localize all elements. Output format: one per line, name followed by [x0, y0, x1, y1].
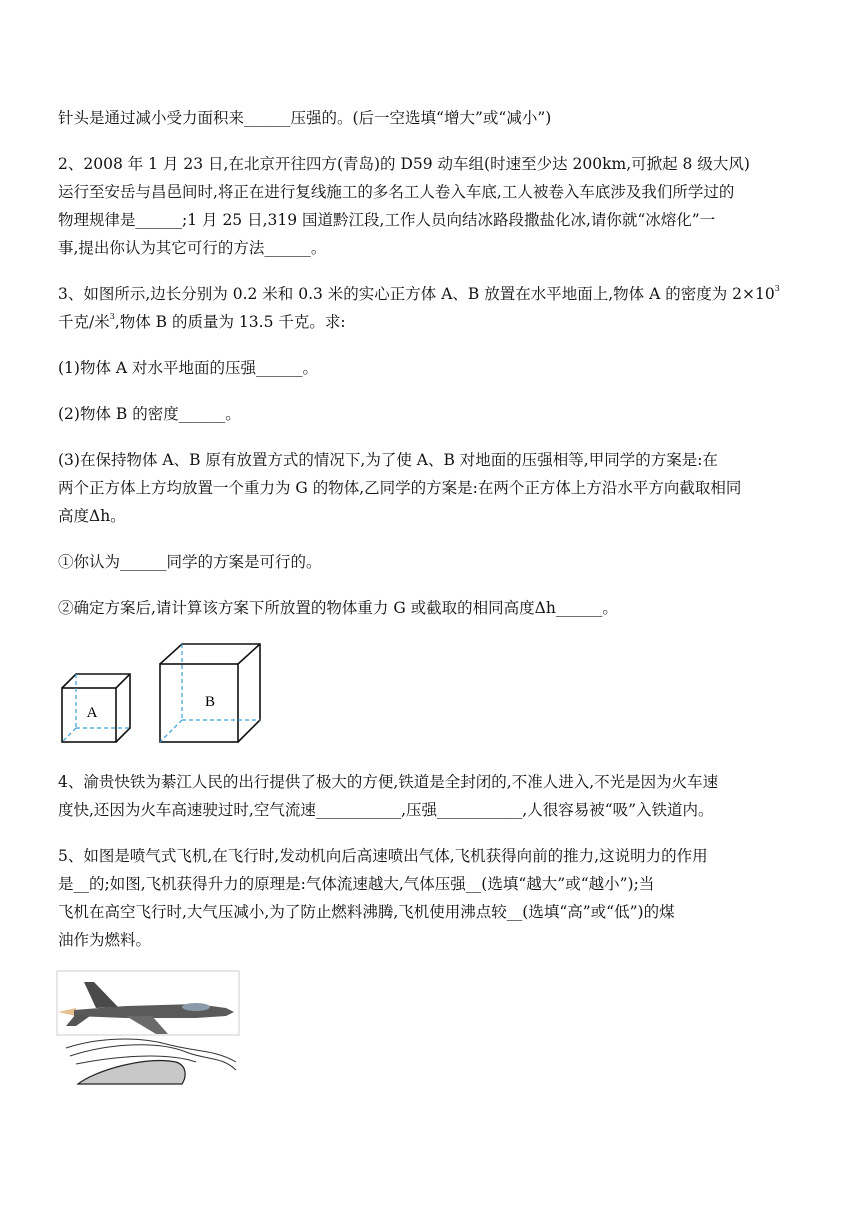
cube-a-label: A — [86, 705, 98, 721]
q1-line-1: 针头是通过减小受力面积来______压强的。(后一空选填“增大”或“减小”) — [58, 109, 552, 127]
q3-sub-3-line-3: 高度Δh。 — [58, 507, 126, 525]
q5-line-3: 飞机在高空飞行时,大气压减小,为了防止燃料沸腾,飞机使用沸点较__(选填“高”或“低”)的煤 — [58, 903, 675, 921]
q3-sub-3-line-2: 两个正方体上方均放置一个重力为 G 的物体,乙同学的方案是:在两个正方体上方沿水平方向截取相同 — [58, 479, 742, 497]
q4-line-1: 4、渝贵快铁为綦江人民的出行提供了极大的方便,铁道是全封闭的,不准人进入,不光是因为火车速 — [58, 773, 719, 791]
q4-line-2: 度快,还因为火车高速驶过时,空气流速___________,压强___________,人很容易被“吸”入铁道内。 — [58, 801, 714, 819]
jet-plane-icon — [58, 982, 234, 1034]
q3-circle-1: ①你认为______同学的方案是可行的。 — [58, 553, 322, 571]
q5-line-1: 5、如图是喷气式飞机,在飞行时,发动机向后高速喷出气体,飞机获得向前的推力,这说明力的作用 — [58, 847, 708, 865]
q3-line-1-text: 3、如图所示,边长分别为 0.2 米和 0.3 米的实心正方体 A、B 放置在水平地面上,物体 A 的密度为 2×10 — [58, 285, 775, 303]
q3-line-1-exponent: 3 — [774, 284, 780, 293]
q3-unit-exponent: 3 — [109, 312, 115, 321]
q3-sub-3-line-1: (3)在保持物体 A、B 原有放置方式的情况下,为了使 A、B 对地面的压强相等,甲同学的方案是:在 — [58, 451, 718, 469]
q3-sub-2: (2)物体 B 的密度______。 — [58, 405, 241, 423]
cube-b-label: B — [204, 694, 216, 710]
q3-line-1 — [58, 284, 780, 304]
q5-line-2: 是__的;如图,飞机获得升力的原理是:气体流速越大,气体压强__(选填“越大”或“越小”);当 — [58, 875, 655, 893]
q2-line-4: 事,提出你认为其它可行的方法______。 — [58, 239, 327, 257]
q3-circle-2: ②确定方案后,请计算该方案下所放置的物体重力 G 或截取的相同高度Δh______。 — [58, 599, 618, 617]
wing-cross-section — [78, 1061, 185, 1084]
q3-line-2 — [58, 312, 346, 332]
q2-line-3: 物理规律是______;1 月 25 日,319 国道黔江段,工作人员向结冰路段撒盐化冰,请你就“冰熔化”一 — [58, 211, 716, 229]
q2-line-2: 运行至安岳与昌邑间时,将正在进行复线施工的多名工人卷入车底,工人被卷入车底涉及我们所学过的 — [58, 183, 735, 201]
q2-line-1: 2、2008 年 1 月 23 日,在北京开往四方(青岛)的 D59 动车组(时速至少达 200km,可掀起 8 级大风) — [58, 155, 750, 173]
q3-sub-1: (1)物体 A 对水平地面的压强______。 — [58, 359, 319, 377]
q3-line-2-text: ,物体 B 的质量为 13.5 千克。求: — [114, 313, 346, 331]
cubes-figure — [58, 640, 268, 746]
q5-line-4: 油作为燃料。 — [58, 931, 152, 949]
jet-wing-figure — [56, 970, 242, 1086]
q3-density-unit: 千克/米 — [58, 313, 110, 331]
